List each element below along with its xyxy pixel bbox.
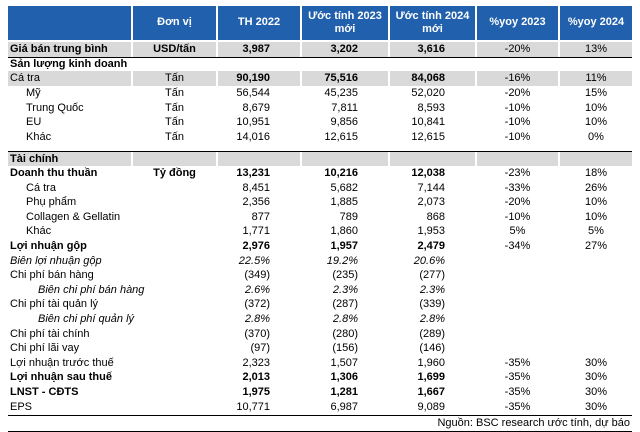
cell-yoy-2024: 13% [560, 42, 632, 57]
row-label: Doanh thu thuần [10, 167, 98, 180]
table-row [8, 180, 632, 195]
cell-est-2024: 52,020 [411, 87, 445, 100]
header-cell-3: Ước tính 2023 mới [302, 6, 388, 40]
header-cell-0 [8, 6, 131, 40]
cell-yoy-2024: 10% [584, 116, 608, 129]
cell-yoy-2024: 15% [584, 87, 608, 100]
cell-est-2023: 789 [339, 210, 358, 223]
cell-yoy-2024: 11% [560, 71, 632, 86]
row-label: Biên chi phí quản lý [38, 312, 135, 325]
table-row [8, 239, 632, 254]
cell-th-2022: 22.5% [238, 254, 270, 267]
cell-est-2024: 2,073 [417, 196, 445, 209]
cell-th-2022: 90,190 [218, 71, 300, 86]
cell-est-2023: 45,235 [324, 87, 358, 100]
financial-estimates-table [8, 6, 632, 432]
cell-est-2023: 10,216 [324, 167, 358, 180]
cell-yoy-2023 [477, 297, 558, 312]
cell-yoy-2024 [560, 297, 632, 312]
cell-yoy-2024: 30% [584, 371, 608, 384]
row-label: Biên chi phí bán hàng [38, 283, 145, 296]
cell-est-2024: 12,038 [411, 167, 445, 180]
cell-est-2023: 6,987 [330, 400, 358, 413]
row-label: Cá tra [26, 181, 56, 194]
cell-unit: Tấn [165, 130, 184, 143]
cell-est-2023: 5,682 [330, 181, 358, 194]
cell-th-2022: 10,771 [236, 400, 270, 413]
cell-est-2023: 1,860 [330, 225, 358, 238]
cell-unit: Tỷ đồng [153, 167, 196, 180]
row-label: Khác [26, 225, 52, 238]
cell-est-2023: 1,281 [330, 385, 358, 398]
section-row [8, 151, 632, 166]
cell-yoy-2023 [477, 253, 558, 268]
header-cell-6: %yoy 2024 [560, 6, 632, 40]
cell-yoy-2024: 10% [584, 101, 608, 114]
table-row [8, 210, 632, 225]
cell-unit: Tấn [165, 87, 184, 100]
cell-th-2022: 14,016 [236, 130, 270, 143]
cell-th-2022: (372) [244, 298, 270, 311]
table-row [8, 224, 632, 239]
cell-est-2024: 1,953 [417, 225, 445, 238]
cell-est-2023: 1,957 [330, 240, 358, 253]
cell-unit [133, 180, 216, 195]
cell-yoy-2023 [477, 283, 558, 298]
section-row [8, 57, 632, 72]
cell-est-2023: (287) [332, 298, 358, 311]
table-row [8, 166, 632, 181]
row-label: Lợi nhuận sau thuế [10, 371, 112, 384]
row-label: Khác [26, 130, 52, 143]
cell-yoy-2023: -10% [504, 130, 531, 143]
cell-est-2023 [302, 58, 388, 72]
cell-unit [133, 341, 216, 356]
row-label: EU [26, 116, 42, 129]
cell-unit [133, 326, 216, 341]
cell-yoy-2024 [560, 283, 632, 298]
cell-yoy-2024 [560, 58, 632, 72]
cell-est-2023: (280) [332, 327, 358, 340]
row-label: Phụ phẩm [26, 196, 77, 209]
header-cell-1: Đơn vị [133, 6, 216, 40]
cell-est-2023: (235) [332, 269, 358, 282]
cell-unit [133, 210, 216, 225]
cell-est-2024: 2.8% [419, 312, 445, 325]
cell-unit: USD/tấn [133, 42, 216, 57]
table-row [8, 253, 632, 268]
row-label: Chi phí lãi vay [10, 342, 80, 355]
row-label: Sản lượng kinh doanh [10, 58, 128, 71]
cell-th-2022: 8,451 [242, 181, 270, 194]
cell-th-2022: 2,356 [242, 196, 270, 209]
source-note: Nguồn: BSC research ước tính, dự báo [437, 417, 630, 430]
cell-est-2024: (289) [419, 327, 445, 340]
cell-unit [133, 355, 216, 370]
cell-yoy-2023: -35% [504, 371, 531, 384]
cell-est-2024: 1,960 [417, 356, 445, 369]
cell-est-2024: 868 [426, 210, 445, 223]
row-label: Tài chính [8, 152, 131, 166]
table-row [8, 399, 632, 414]
cell-yoy-2023: 5% [509, 225, 526, 238]
cell-th-2022 [218, 152, 300, 166]
cell-est-2024: 84,068 [390, 71, 475, 86]
cell-unit [133, 195, 216, 210]
cell-est-2023: 1,507 [330, 356, 358, 369]
cell-unit [133, 370, 216, 385]
cell-yoy-2024 [560, 268, 632, 283]
cell-unit [133, 399, 216, 414]
cell-unit: Tấn [165, 101, 184, 114]
cell-est-2023: 2.3% [332, 283, 358, 296]
cell-th-2022: 2.6% [244, 283, 270, 296]
cell-est-2024: 10,841 [411, 116, 445, 129]
table-row [8, 100, 632, 115]
cell-unit [133, 58, 216, 72]
cell-yoy-2024 [560, 152, 632, 166]
cell-yoy-2024: 26% [584, 181, 608, 194]
row-label: Mỹ [26, 87, 41, 100]
spacer-row [8, 144, 632, 151]
row-label: LNST - CĐTS [10, 385, 79, 398]
cell-unit: Tấn [165, 116, 184, 129]
cell-th-2022: (370) [244, 327, 270, 340]
cell-yoy-2024: 30% [584, 400, 608, 413]
cell-est-2023: 1,306 [330, 371, 358, 384]
table-row [8, 130, 632, 145]
cell-yoy-2024: 0% [588, 130, 604, 143]
table-row [8, 115, 632, 130]
row-label: EPS [10, 400, 33, 413]
table-row [8, 326, 632, 341]
cell-yoy-2023 [477, 326, 558, 341]
cell-yoy-2024: 27% [584, 240, 608, 253]
cell-yoy-2023: -16% [477, 71, 558, 86]
row-label: Chi phí tài chính [10, 327, 90, 340]
cell-yoy-2024: 18% [584, 167, 608, 180]
cell-yoy-2024 [560, 312, 632, 327]
cell-est-2024: 3,616 [390, 42, 475, 57]
cell-th-2022: 1,771 [242, 225, 270, 238]
header-cell-2: TH 2022 [218, 6, 300, 40]
cell-est-2024: 2.3% [419, 283, 445, 296]
cell-yoy-2024: 10% [584, 196, 608, 209]
cell-unit [133, 312, 216, 327]
cell-est-2024: (277) [419, 269, 445, 282]
row-label: Trung Quốc [26, 101, 84, 114]
cell-unit [133, 224, 216, 239]
cell-th-2022: (349) [244, 269, 270, 282]
cell-th-2022: 877 [251, 210, 270, 223]
cell-th-2022: 10,951 [236, 116, 270, 129]
cell-est-2023: (156) [332, 342, 358, 355]
cell-est-2023 [302, 152, 388, 166]
cell-unit [133, 268, 216, 283]
row-label: Biên lợi nhuận gộp [10, 254, 102, 267]
table-row [8, 42, 632, 57]
cell-est-2024: (146) [419, 342, 445, 355]
table-row [8, 312, 632, 327]
table-header-row [8, 6, 632, 40]
cell-yoy-2023: -20% [504, 87, 531, 100]
cell-est-2024 [390, 58, 475, 72]
cell-yoy-2023 [477, 152, 558, 166]
row-label: Chi phí bán hàng [10, 269, 94, 282]
cell-est-2023: 19.2% [326, 254, 358, 267]
cell-yoy-2024 [560, 341, 632, 356]
cell-yoy-2024 [560, 326, 632, 341]
cell-th-2022: 2,976 [242, 240, 270, 253]
table-row [8, 86, 632, 101]
cell-unit [133, 239, 216, 254]
cell-est-2024: 12,615 [411, 130, 445, 143]
cell-th-2022: 56,544 [236, 87, 270, 100]
table-row [8, 297, 632, 312]
row-label: Cá tra [8, 71, 131, 86]
cell-yoy-2023 [477, 312, 558, 327]
cell-yoy-2023: -10% [504, 210, 531, 223]
cell-est-2024 [390, 152, 475, 166]
table-row [8, 268, 632, 283]
cell-unit [133, 253, 216, 268]
cell-est-2023: 3,202 [302, 42, 388, 57]
cell-yoy-2023: -35% [504, 356, 531, 369]
cell-yoy-2023: -33% [504, 181, 531, 194]
cell-th-2022: 3,987 [218, 42, 300, 57]
cell-est-2024: 1,667 [417, 385, 445, 398]
cell-yoy-2023: -10% [504, 116, 531, 129]
row-label: Lợi nhuận trước thuế [10, 356, 114, 369]
row-label: Giá bán trung bình [8, 42, 131, 57]
cell-unit [133, 152, 216, 166]
cell-est-2023: 1,885 [330, 196, 358, 209]
row-label: Lợi nhuận gộp [10, 240, 87, 253]
cell-th-2022: (97) [250, 342, 270, 355]
header-cell-5: %yoy 2023 [477, 6, 558, 40]
header-cell-4: Ước tính 2024 mới [390, 6, 475, 40]
cell-est-2023: 12,615 [324, 130, 358, 143]
cell-est-2023: 75,516 [302, 71, 388, 86]
cell-yoy-2023: -20% [504, 196, 531, 209]
cell-yoy-2024 [560, 253, 632, 268]
table-row [8, 71, 632, 86]
cell-yoy-2023: -35% [504, 400, 531, 413]
cell-yoy-2023 [477, 341, 558, 356]
cell-est-2024: 8,593 [417, 101, 445, 114]
cell-th-2022: 2.8% [244, 312, 270, 325]
cell-est-2024: 9,089 [417, 400, 445, 413]
cell-yoy-2023 [477, 268, 558, 283]
cell-unit [133, 283, 216, 298]
cell-est-2024: 1,699 [417, 371, 445, 384]
table-body [8, 42, 632, 414]
cell-unit [133, 385, 216, 400]
cell-est-2024: 20.6% [413, 254, 445, 267]
cell-unit: Tấn [133, 71, 216, 86]
source-row [8, 415, 632, 432]
cell-est-2024: 7,144 [417, 181, 445, 194]
cell-est-2023: 7,811 [331, 101, 358, 114]
cell-th-2022: 2,323 [242, 356, 270, 369]
table-row [8, 283, 632, 298]
cell-yoy-2023 [477, 58, 558, 72]
cell-est-2024: (339) [419, 298, 445, 311]
cell-unit [133, 297, 216, 312]
cell-est-2024: 2,479 [417, 240, 445, 253]
cell-est-2023: 9,856 [330, 116, 358, 129]
cell-yoy-2023: -34% [504, 240, 531, 253]
cell-th-2022: 2,013 [242, 371, 270, 384]
table-row [8, 385, 632, 400]
cell-yoy-2023: -23% [504, 167, 531, 180]
cell-th-2022 [218, 58, 300, 72]
cell-th-2022: 1,975 [242, 385, 270, 398]
cell-yoy-2024: 30% [584, 385, 608, 398]
row-label: Collagen & Gellatin [26, 210, 121, 223]
cell-est-2023: 2.8% [332, 312, 358, 325]
cell-yoy-2024: 10% [584, 210, 608, 223]
cell-yoy-2023: -20% [477, 42, 558, 57]
cell-yoy-2023: -10% [504, 101, 531, 114]
table-row [8, 341, 632, 356]
cell-yoy-2023: -35% [504, 385, 531, 398]
row-label: Chi phí tài quản lý [10, 298, 99, 311]
table-row [8, 355, 632, 370]
cell-th-2022: 8,679 [242, 101, 270, 114]
table-row [8, 370, 632, 385]
cell-yoy-2024: 30% [584, 356, 608, 369]
cell-yoy-2024: 5% [588, 225, 604, 238]
cell-th-2022: 13,231 [236, 167, 270, 180]
table-row [8, 195, 632, 210]
